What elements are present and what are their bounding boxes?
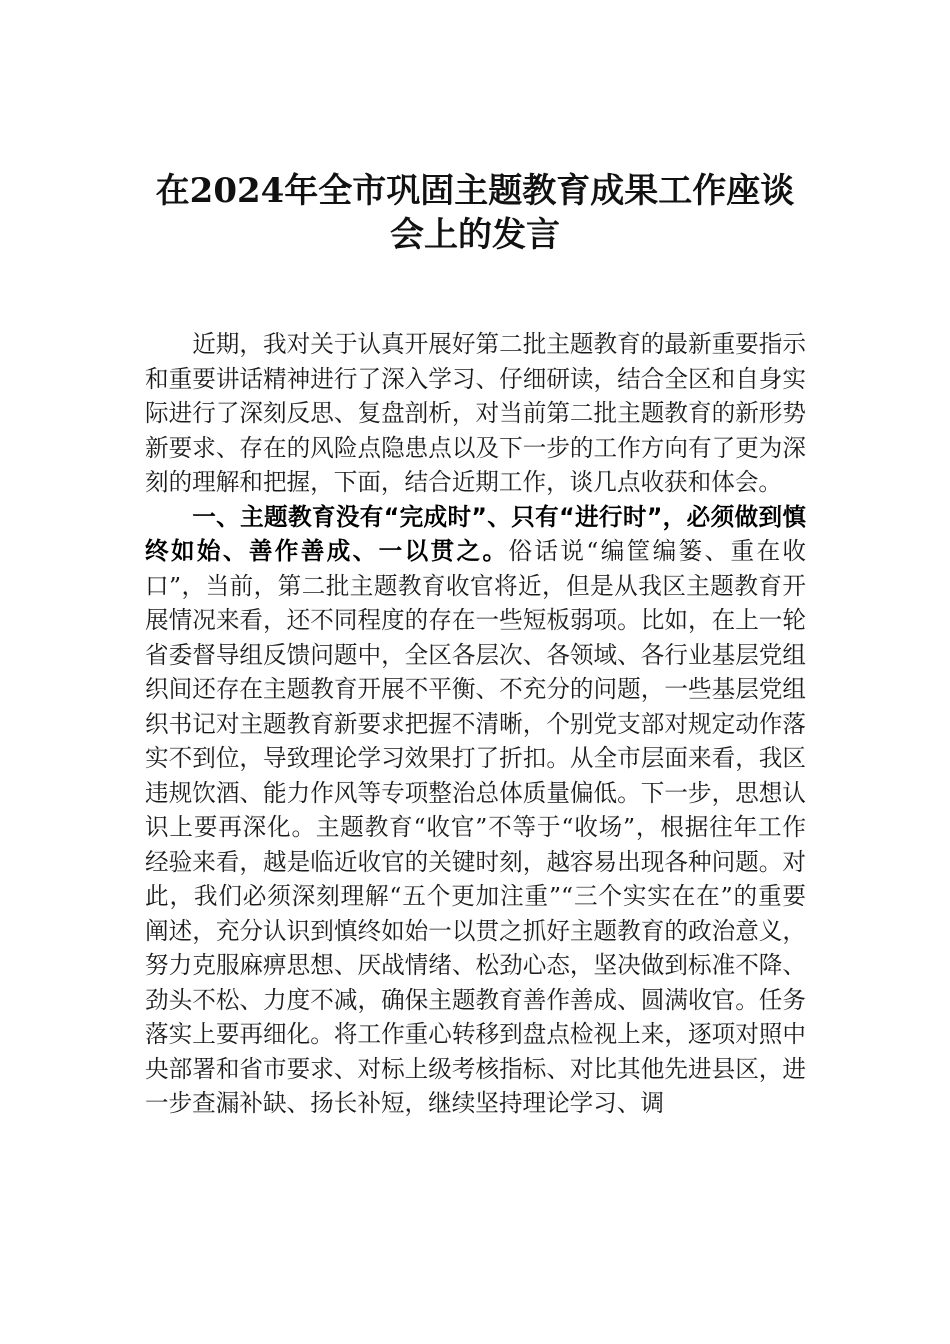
document-body xyxy=(145,327,806,1121)
document-title-line-1: 在2024年全市巩固主题教育成果工作座谈 xyxy=(155,171,795,211)
document-title-line-2: 会上的发言 xyxy=(390,215,560,255)
section-one-text: 俗话说“编筐编篓、重在收口”，当前，第二批主题教育收官将近，但是从我区主题教育开展情况来看，还不同程度的存在一些短板弱项。比如，在上一轮省委督导组反馈问题中，全区各层次、各领域、各行业基层党组织间还存在主题教育开展不平衡、不充分的问题，一些基层党组织书记对主题教育新要求把握不清晰，个别党支部对规定动作落实不到位，导致理论学习效果打了折扣。从全市层面来看，我区违规饮酒、能力作风等专项整治总体质量偏低。下一步，思想认识上要再深化。主题教育“收官”不等于“收场”，根据往年工作经验来看，越是临近收官的关键时刻，越容易出现各种问题。对此，我们必须深刻理解“五个更加注重”“三个实实在在”的重要阐述，充分认识到慎终如始一以贯之抓好主题教育的政治意义，努力克服麻痹思想、厌战情绪、松劲心态，坚决做到标准不降、劲头不松、力度不减，确保主题教育善作善成、圆满收官。任务落实上要再细化。将工作重心转移到盘点检视上来，逐项对照中央部署和省市要求、对标上级考核指标、对比其他先进县区，进一步查漏补缺、扬长补短，继续坚持理论学习、调 xyxy=(145,537,806,1117)
intro-paragraph-text: 近期，我对关于认真开展好第二批主题教育的最新重要指示和重要讲话精神进行了深入学习、仔细研读，结合全区和自身实际进行了深刻反思、复盘剖析，对当前第二批主题教育的新形势新要求、存在的风险点隐患点以及下一步的工作方向有了更为深刻的理解和把握，下面，结合近期工作，谈几点收获和体会。 xyxy=(145,330,806,496)
section-one-paragraph xyxy=(145,500,806,1121)
intro-paragraph xyxy=(145,327,806,500)
section-one-heading: 一、主题教育没有“完成时”、只有“进行时”，必须做到慎终如始、善作善成、一以贯之。 xyxy=(145,502,806,565)
